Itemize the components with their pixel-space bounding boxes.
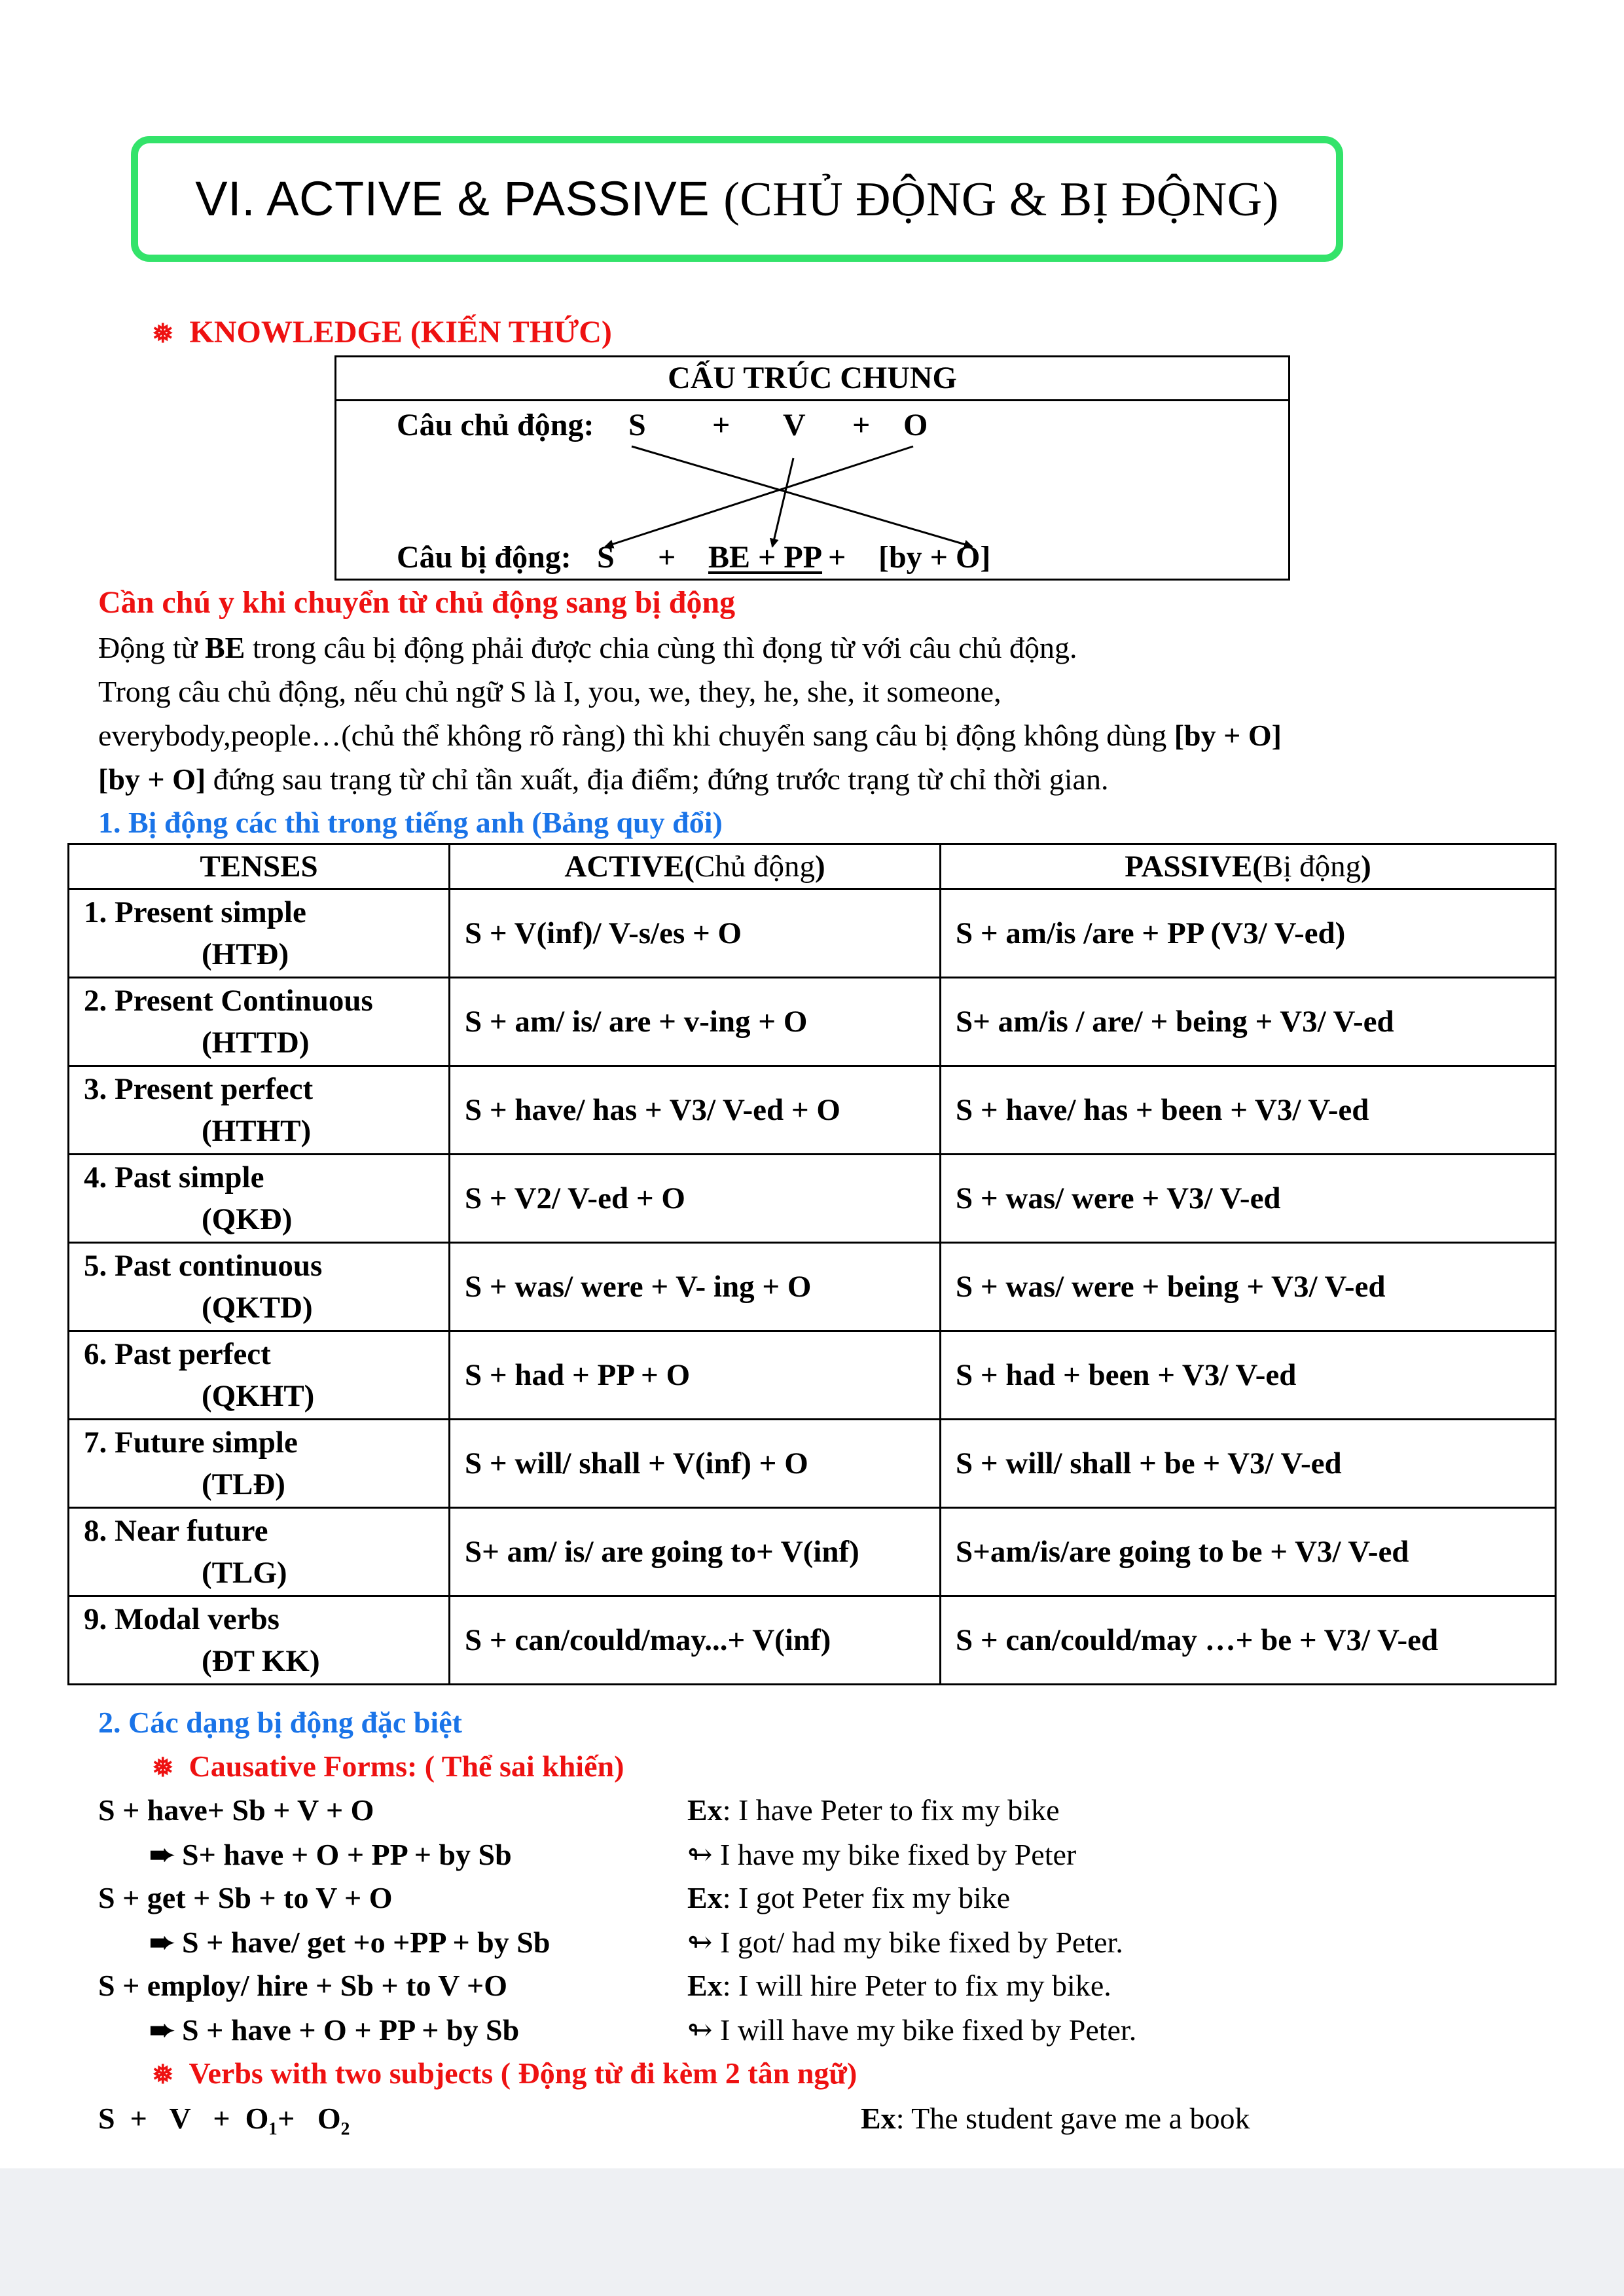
tense-cell [69, 889, 450, 978]
rule-example [687, 1793, 1060, 1827]
tense-name: 5. Past continuous [84, 1249, 323, 1283]
active-plus-2: + [852, 408, 871, 442]
passive-formula: S+am/is/are going to be + V3/ V-ed [941, 1508, 1556, 1596]
tense-cell [69, 1155, 450, 1243]
ex-text: : I have Peter to fix my bike [722, 1793, 1060, 1827]
tense-code: (QKĐ) [202, 1202, 293, 1236]
ex-text: : I got Peter fix my bike [722, 1881, 1011, 1914]
structure-header: CẤU TRÚC CHUNG [336, 357, 1288, 401]
snowflake-icon: ❅ [152, 1753, 174, 1782]
tense-cell [69, 1066, 450, 1155]
tense-name: 8. Near future [84, 1514, 268, 1548]
passive-formula: S + am/is /are + PP (V3/ V-ed) [941, 889, 1556, 978]
curved-arrow-icon: ↬ [687, 1926, 713, 1959]
tense-cell [69, 1243, 450, 1331]
header-passive-note: Bị động [1262, 850, 1362, 884]
active-v: V [783, 408, 806, 442]
notes-line-1 [98, 630, 1077, 665]
active-formula: S + will/ shall + V(inf) + O [450, 1420, 941, 1508]
table-row [69, 1243, 1556, 1331]
passive-formula: S + can/could/may …+ be + V3/ V-ed [941, 1596, 1556, 1685]
title-sub: (CHỦ ĐỘNG & BỊ ĐỘNG) [723, 172, 1279, 226]
ex-text: I got/ had my bike fixed by Peter. [712, 1926, 1123, 1959]
tense-name: 4. Past simple [84, 1160, 264, 1194]
arrow-icon: ➨ [149, 1926, 175, 1959]
rule-formula-passive [149, 1837, 512, 1872]
notes-line-4a: [by + O] [98, 762, 206, 796]
active-o: O [903, 408, 928, 442]
tense-code: (TLĐ) [202, 1467, 285, 1501]
notes-line-2: Trong câu chủ động, nếu chủ ngữ S là I, you, we, they, he, she, it someone, [98, 675, 1001, 708]
notes-line-3b: [by + O] [1174, 719, 1282, 752]
table-row [69, 978, 1556, 1066]
tense-name: 2. Present Continuous [84, 984, 373, 1018]
active-formula: S + V2/ V-ed + O [450, 1155, 941, 1243]
active-formula: S + can/could/may...+ V(inf) [450, 1596, 941, 1685]
title-main: VI. ACTIVE & PASSIVE [195, 171, 724, 226]
two-objects-label: Verbs with two subjects ( Động từ đi kèm 2 tân ngữ) [189, 2056, 857, 2090]
rule-example [687, 1968, 1111, 2003]
header-tenses: TENSES [69, 844, 450, 889]
tense-name: 9. Modal verbs [84, 1602, 280, 1636]
passive-s: S [597, 540, 615, 575]
passive-formula: S + will/ shall + be + V3/ V-ed [941, 1420, 1556, 1508]
two-objects-formula: S + V + O₁+ O₂ [98, 2102, 350, 2135]
notes-line-3a: everybody,people…(chủ thể không rõ ràng) thì khi chuyển sang câu bị động không dùng [98, 719, 1174, 752]
notes-line-3 [98, 718, 1282, 753]
passive-plus-1: + [658, 540, 676, 575]
table-row [69, 1331, 1556, 1420]
tense-cell [69, 1420, 450, 1508]
table-row [69, 1155, 1556, 1243]
causative-label: Causative Forms: ( Thể sai khiến) [189, 1749, 624, 1783]
tense-cell [69, 1508, 450, 1596]
tense-cell [69, 1331, 450, 1420]
arrow-icon: ➨ [149, 2013, 175, 2047]
ex-label: Ex [861, 2102, 896, 2135]
passive-by-o: [by + O] [878, 540, 991, 575]
tense-code: (HTHT) [202, 1114, 312, 1148]
header-active [450, 844, 941, 889]
passive-be-pp: BE + PP [708, 540, 823, 575]
tense-code: (QKHT) [202, 1379, 315, 1413]
table-row [69, 1066, 1556, 1155]
active-formula: S + V(inf)/ V-s/es + O [450, 889, 941, 978]
header-passive-label: PASSIVE( [1125, 850, 1263, 884]
notes-line-4 [98, 762, 1108, 797]
arrow-icon: ➨ [149, 1838, 175, 1871]
active-formula: S + am/ is/ are + v-ing + O [450, 978, 941, 1066]
rule-formula: S + employ/ hire + Sb + to V +O [98, 1969, 507, 2002]
structure-arrows [0, 0, 1624, 655]
rule-formula: S + get + Sb + to V + O [98, 1881, 393, 1914]
ex-label: Ex [687, 1881, 723, 1914]
tense-code: (HTĐ) [202, 937, 289, 971]
rule-example [687, 1880, 1010, 1915]
snowflake-icon: ❅ [152, 319, 174, 348]
ex-text: : I will hire Peter to fix my bike. [722, 1969, 1111, 2002]
table-row [69, 1596, 1556, 1685]
header-active-note: Chủ động [694, 850, 815, 884]
ex-label: Ex [687, 1969, 723, 2002]
ex-text: : The student gave me a book [895, 2102, 1250, 2135]
table-header-row [69, 844, 1556, 889]
arrow-o-to-s [605, 446, 913, 547]
tense-name: 7. Future simple [84, 1426, 298, 1460]
passive-formula: S + have/ has + been + V3/ V-ed [941, 1066, 1556, 1155]
rule-formula: S + have+ Sb + V + O [98, 1793, 374, 1827]
tense-code: (TLG) [202, 1556, 287, 1590]
active-s: S [628, 408, 646, 442]
rule-formula-passive [149, 2012, 519, 2047]
arrow-v-to-be [772, 458, 793, 547]
two-objects-example [861, 2101, 1250, 2136]
passive-formula: S + had + been + V3/ V-ed [941, 1331, 1556, 1420]
passive-plus-2: + [828, 540, 846, 575]
tense-code: (ĐT KK) [202, 1644, 320, 1678]
tenses-table [67, 843, 1557, 1685]
active-plus-1: + [712, 408, 731, 442]
notes-line-1a: Động từ [98, 631, 205, 664]
rule-example [687, 1924, 1123, 1960]
ex-text: I have my bike fixed by Peter [712, 1838, 1077, 1871]
table-row [69, 889, 1556, 978]
ex-label: Ex [687, 1793, 723, 1827]
notes-line-1c: trong câu bị động phải được chia cùng thì đọng từ với câu chủ động. [245, 631, 1077, 664]
tense-code: (QKTD) [202, 1291, 313, 1325]
tense-name: 3. Present perfect [84, 1072, 314, 1106]
rule-formula-passive [149, 1924, 550, 1960]
rule-example [687, 1837, 1076, 1872]
section-1-heading: 1. Bị động các thì trong tiếng anh (Bảng quy đổi) [98, 806, 723, 839]
tense-cell [69, 978, 450, 1066]
passive-formula: S + was/ were + V3/ V-ed [941, 1155, 1556, 1243]
active-formula: S + had + PP + O [450, 1331, 941, 1420]
tense-name: 6. Past perfect [84, 1337, 271, 1371]
curved-arrow-icon: ↬ [687, 1838, 713, 1871]
passive-formula: S + was/ were + being + V3/ V-ed [941, 1243, 1556, 1331]
rule-formula-text: S + have + O + PP + by Sb [182, 2013, 520, 2047]
notes-line-4b: đứng sau trạng từ chỉ tần xuất, địa điểm; đứng trước trạng từ chỉ thời gian. [206, 762, 1109, 796]
passive-formula: S+ am/is / are/ + being + V3/ V-ed [941, 978, 1556, 1066]
rule-formula-text: S + have/ get +o +PP + by Sb [182, 1926, 550, 1959]
active-formula: S+ am/ is/ are going to+ V(inf) [450, 1508, 941, 1596]
notes-line-1b: BE [204, 631, 245, 664]
header-active-end: ) [814, 850, 825, 884]
rule-formula-text: S+ have + O + PP + by Sb [182, 1838, 512, 1871]
snowflake-icon: ❅ [152, 2060, 174, 2089]
tense-name: 1. Present simple [84, 895, 306, 929]
curved-arrow-icon: ↬ [687, 2013, 713, 2047]
header-passive [941, 844, 1556, 889]
causative-heading [152, 1749, 624, 1784]
table-row [69, 1420, 1556, 1508]
page-bottom-band [0, 2168, 1624, 2296]
arrow-s-to-o [632, 446, 972, 547]
two-objects-heading [152, 2056, 857, 2090]
rule-example [687, 2012, 1136, 2047]
section-2-heading: 2. Các dạng bị động đặc biệt [98, 1706, 462, 1739]
header-active-label: ACTIVE( [564, 850, 695, 884]
active-formula: S + have/ has + V3/ V-ed + O [450, 1066, 941, 1155]
header-passive-end: ) [1361, 850, 1371, 884]
tense-cell [69, 1596, 450, 1685]
tense-code: (HTTD) [202, 1026, 310, 1060]
notes-heading: Cần chú y khi chuyển từ chủ động sang bị động [98, 585, 736, 620]
active-formula: S + was/ were + V- ing + O [450, 1243, 941, 1331]
passive-label: Câu bị động: [397, 540, 571, 575]
active-label: Câu chủ động: [397, 408, 594, 442]
knowledge-label: KNOWLEDGE (KIẾN THỨC) [189, 315, 612, 350]
ex-text: I will have my bike fixed by Peter. [712, 2013, 1137, 2047]
table-row [69, 1508, 1556, 1596]
